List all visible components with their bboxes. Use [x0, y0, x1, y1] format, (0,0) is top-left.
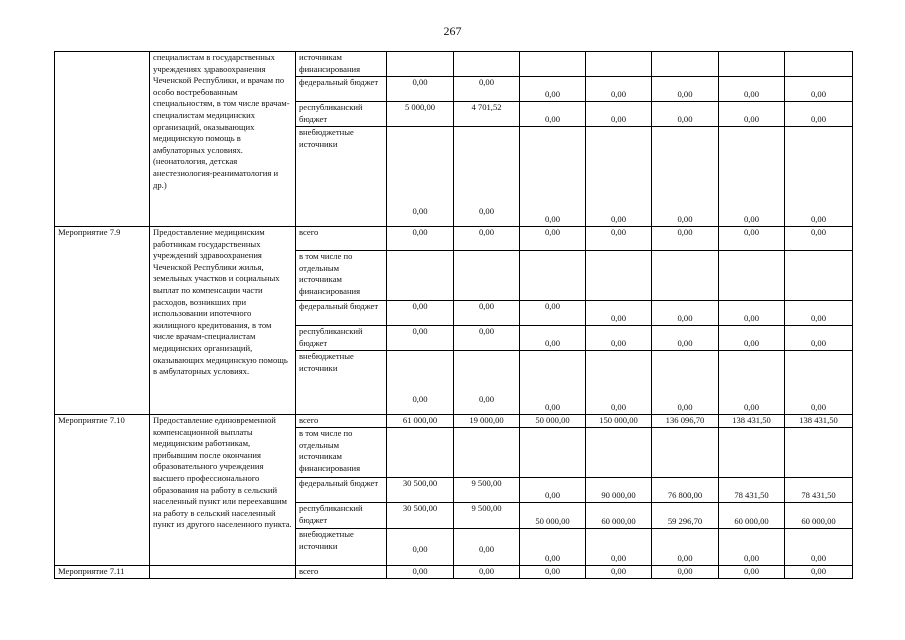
source-cell: в том числе по отдельным источникам финансирования: [296, 251, 387, 301]
value-cell: [520, 428, 586, 478]
value-cell: 9 500,00: [454, 503, 520, 529]
source-cell: всего: [296, 415, 387, 428]
value-cell: 0,00: [652, 301, 719, 326]
value-cell: [454, 52, 520, 77]
source-cell: всего: [296, 227, 387, 251]
value-cell: 0,00: [785, 227, 853, 251]
value-cell: 0,00: [520, 77, 586, 102]
event-cell: [55, 52, 150, 227]
value-cell: 0,00: [520, 478, 586, 503]
value-cell: 0,00: [454, 77, 520, 102]
description-cell: специалистам в государственных учреждениях здравоохранения Чеченской Республики, и врачам по особо востребованным специальностям, в том числе врачам-специалистам медицинских организаций, оказывающих медицинскую помощь в амбулаторных условиях. (неонатология, детская анестезиология-реаниматология и др.): [150, 52, 296, 227]
value-cell: 138 431,50: [719, 415, 785, 428]
description-cell: Предоставление медицинским работникам государственных учреждений здравоохранения Чеченской Республики жилья, земельных участков и социальных выплат по компенсации части расходов, возникших при использовании ипотечного жилищного кредитования, в том числе врачам-специалистам медицинских организаций, оказывающих медицинскую помощь в амбулаторных условиях.: [150, 227, 296, 415]
value-cell: 60 000,00: [586, 503, 652, 529]
value-cell: [586, 251, 652, 301]
value-cell: 0,00: [586, 566, 652, 579]
value-cell: 0,00: [586, 227, 652, 251]
value-cell: 138 431,50: [785, 415, 853, 428]
value-cell: 136 096,70: [652, 415, 719, 428]
value-cell: 61 000,00: [387, 415, 454, 428]
value-cell: 0,00: [586, 301, 652, 326]
value-cell: [387, 52, 454, 77]
table-row: [55, 415, 853, 428]
value-cell: 0,00: [652, 326, 719, 351]
value-cell: 30 500,00: [387, 503, 454, 529]
value-cell: [785, 52, 853, 77]
value-cell: 0,00: [520, 227, 586, 251]
value-cell: 0,00: [719, 102, 785, 127]
value-cell: [586, 52, 652, 77]
value-cell: 0,00: [719, 351, 785, 415]
value-cell: 0,00: [785, 127, 853, 227]
value-cell: 0,00: [785, 351, 853, 415]
value-cell: 0,00: [785, 77, 853, 102]
source-cell: в том числе по отдельным источникам финансирования: [296, 428, 387, 478]
source-cell: федеральный бюджет: [296, 478, 387, 503]
value-cell: 0,00: [652, 102, 719, 127]
value-cell: [387, 251, 454, 301]
value-cell: [652, 428, 719, 478]
table-row: [55, 227, 853, 251]
value-cell: 0,00: [387, 77, 454, 102]
source-cell: внебюджетные источники: [296, 351, 387, 415]
value-cell: 0,00: [652, 127, 719, 227]
value-cell: [785, 251, 853, 301]
value-cell: 0,00: [387, 127, 454, 227]
value-cell: 0,00: [520, 127, 586, 227]
value-cell: [719, 251, 785, 301]
value-cell: 0,00: [652, 77, 719, 102]
source-cell: республиканский бюджет: [296, 326, 387, 351]
value-cell: 0,00: [652, 351, 719, 415]
value-cell: 0,00: [586, 102, 652, 127]
value-cell: 0,00: [454, 301, 520, 326]
value-cell: 0,00: [785, 326, 853, 351]
value-cell: 30 500,00: [387, 478, 454, 503]
value-cell: 0,00: [719, 127, 785, 227]
value-cell: 0,00: [520, 301, 586, 326]
table-row: [55, 52, 853, 77]
value-cell: 0,00: [586, 529, 652, 566]
value-cell: [586, 428, 652, 478]
value-cell: 0,00: [652, 227, 719, 251]
value-cell: 0,00: [520, 102, 586, 127]
source-cell: всего: [296, 566, 387, 579]
value-cell: 19 000,00: [454, 415, 520, 428]
source-cell: внебюджетные источники: [296, 529, 387, 566]
value-cell: 0,00: [719, 326, 785, 351]
value-cell: 0,00: [454, 351, 520, 415]
source-cell: внебюджетные источники: [296, 127, 387, 227]
value-cell: 0,00: [520, 529, 586, 566]
value-cell: 150 000,00: [586, 415, 652, 428]
value-cell: 0,00: [785, 529, 853, 566]
value-cell: 60 000,00: [719, 503, 785, 529]
value-cell: [652, 251, 719, 301]
value-cell: 0,00: [586, 127, 652, 227]
value-cell: 0,00: [719, 77, 785, 102]
value-cell: 0,00: [586, 351, 652, 415]
value-cell: 60 000,00: [785, 503, 853, 529]
value-cell: 78 431,50: [719, 478, 785, 503]
value-cell: [520, 52, 586, 77]
value-cell: 5 000,00: [387, 102, 454, 127]
value-cell: 50 000,00: [520, 503, 586, 529]
value-cell: 0,00: [520, 351, 586, 415]
value-cell: 0,00: [387, 351, 454, 415]
source-cell: источникам финансирования: [296, 52, 387, 77]
value-cell: 0,00: [387, 566, 454, 579]
value-cell: 0,00: [785, 566, 853, 579]
description-cell: [150, 566, 296, 579]
value-cell: [454, 428, 520, 478]
page-number: 267: [443, 24, 462, 38]
value-cell: [719, 428, 785, 478]
value-cell: 0,00: [454, 326, 520, 351]
value-cell: 9 500,00: [454, 478, 520, 503]
value-cell: 0,00: [387, 301, 454, 326]
source-cell: федеральный бюджет: [296, 301, 387, 326]
value-cell: [652, 52, 719, 77]
description-cell: Предоставление единовременной компенсационной выплаты медицинским работникам, прибывшим после окончания образовательного учреждения высшего профессионального образования на работу в сельский населенный пункт или переехавшим на работу в сельский населенный пункт из другого населенного пункта.: [150, 415, 296, 566]
value-cell: 0,00: [652, 566, 719, 579]
value-cell: 0,00: [520, 566, 586, 579]
value-cell: 0,00: [719, 529, 785, 566]
value-cell: [520, 251, 586, 301]
source-cell: республиканский бюджет: [296, 503, 387, 529]
value-cell: 0,00: [719, 566, 785, 579]
value-cell: 78 431,50: [785, 478, 853, 503]
value-cell: [785, 428, 853, 478]
value-cell: 0,00: [719, 227, 785, 251]
value-cell: 0,00: [454, 127, 520, 227]
value-cell: 0,00: [454, 227, 520, 251]
event-cell: Мероприятие 7.10: [55, 415, 150, 566]
value-cell: 50 000,00: [520, 415, 586, 428]
value-cell: 0,00: [785, 301, 853, 326]
value-cell: 0,00: [520, 326, 586, 351]
value-cell: 0,00: [387, 227, 454, 251]
value-cell: 59 296,70: [652, 503, 719, 529]
source-cell: республиканский бюджет: [296, 102, 387, 127]
value-cell: 0,00: [454, 529, 520, 566]
value-cell: [387, 428, 454, 478]
value-cell: 90 000,00: [586, 478, 652, 503]
value-cell: [454, 251, 520, 301]
budget-table: [54, 51, 853, 579]
value-cell: 0,00: [652, 529, 719, 566]
value-cell: 0,00: [785, 102, 853, 127]
value-cell: 0,00: [586, 77, 652, 102]
value-cell: 0,00: [719, 301, 785, 326]
value-cell: [719, 52, 785, 77]
table-row: [55, 566, 853, 579]
event-cell: Мероприятие 7.11: [55, 566, 150, 579]
value-cell: 0,00: [586, 326, 652, 351]
value-cell: 0,00: [387, 326, 454, 351]
value-cell: 76 800,00: [652, 478, 719, 503]
event-cell: Мероприятие 7.9: [55, 227, 150, 415]
value-cell: 4 701,52: [454, 102, 520, 127]
source-cell: федеральный бюджет: [296, 77, 387, 102]
value-cell: 0,00: [387, 529, 454, 566]
value-cell: 0,00: [454, 566, 520, 579]
